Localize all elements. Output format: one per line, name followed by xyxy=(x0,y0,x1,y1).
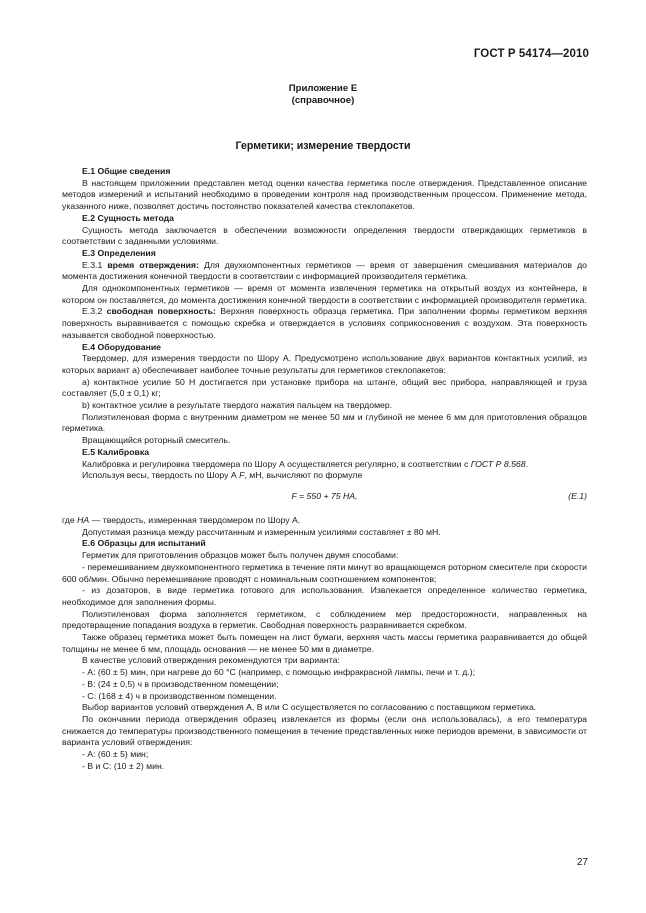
list-item: - А: (60 ± 5) мин, при нагреве до 60 °С (например, с помощью инфракрасной лампы, печи и т. д.); xyxy=(82,667,476,678)
definition-e3-2 xyxy=(62,306,587,341)
list-item: b) контактное усилие в результате твердого нажатия пальцем на твердомер. xyxy=(82,400,393,411)
annex-title: Приложение Е xyxy=(288,83,358,94)
paragraph: Вращающийся роторный смеситель. xyxy=(82,435,231,446)
list-item: а) контактное усилие 50 Н достигается при установке прибора на штанге, общий вес прибора, направляющей и груза составляет (5,0 ± 0,1) кг; xyxy=(62,376,587,399)
document-title: Герметики; измерение твердости xyxy=(235,140,411,152)
text-run: где xyxy=(62,514,75,525)
section-heading-e2: Е.2 Сущность метода xyxy=(82,212,174,223)
definition-text: Верхняя поверхность образца герметика. При заполнении формы герметиком верхняя поверхность выравнивается с помощью скребка и отверждается в условиях соприкосновения с воздухом. Эта поверхность называется свободной поверхностью. xyxy=(62,306,587,340)
list-item: - перемешиванием двухкомпонентного герметика в течение пяти минут во вращающемся роторном смесителе при скорости 600 об/мин. Обычно перемешивание проводят с номинальным соотношением компонентов; xyxy=(62,561,587,584)
section-heading-e5: Е.5 Калибровка xyxy=(82,446,150,457)
variable: HA xyxy=(77,514,90,525)
page-number: 27 xyxy=(576,857,588,868)
standard-code: ГОСТ Р 54174—2010 xyxy=(473,48,589,60)
paragraph: Герметик для приготовления образцов может быть получен двумя способами: xyxy=(82,550,399,561)
list-item: - В и С: (10 ± 2) мин. xyxy=(82,760,165,771)
paragraph: Также образец герметика может быть помещен на лист бумаги, верхняя часть массы герметика разравнивается до общей толщины не менее 6 мм, площадь основания — не менее 50 мм в диаметре. xyxy=(62,632,587,654)
definition-text: Для двухкомпонентных герметиков — время от завершения смешивания материалов до момента достижения конечной твердости в соответствии с информацией производителя герметика. xyxy=(62,259,587,282)
paragraph: Допустимая разница между рассчитанным и измеренным усилиями составляет ± 80 мН. xyxy=(82,526,441,537)
text-run: — твердость, измеренная твердомером по Шору А. xyxy=(91,514,301,525)
variable: F xyxy=(239,470,245,481)
formula-number: (Е.1) xyxy=(568,490,587,501)
paragraph: Выбор вариантов условий отверждения А, В или С осуществляется по согласованию с поставщиком герметика. xyxy=(82,702,537,713)
definition-term: время отверждения: xyxy=(107,259,199,270)
text-run: Калибровка и регулировка твердомера по Шору А осуществляется регулярно, в соответствии с xyxy=(82,458,469,469)
definition-e3-1 xyxy=(62,260,587,283)
standard-reference: ГОСТ Р 8.568 xyxy=(470,458,526,469)
section-heading-e3: Е.3 Определения xyxy=(82,247,156,258)
formula-block xyxy=(62,488,587,511)
paragraph: Полиэтиленовая форма с внутренним диаметром не менее 50 мм и глубиной не менее 6 мм для приготовления образцов герметика. xyxy=(62,411,587,434)
list-item: - В: (24 ± 0,5) ч в производственном помещении; xyxy=(82,678,279,689)
paragraph: Для однокомпонентных герметиков — время от момента извлечения герметика на открытый воздух из контейнера, в котором он поставляется, до момента достижения конечной твердости в соответствии с информацией производителя герметика. xyxy=(62,283,587,305)
annex-label xyxy=(0,83,646,107)
paragraph: В настоящем приложении представлен метод оценки качества герметика после отверждения. Представленное описание методов измерений и испытаний необходимо в проведении контроля над производственным процессом. Применение метода, указанного ниже, позволяет достичь постоянство показателей качества стеклопакетов. xyxy=(62,177,587,212)
definition-number: Е.3.1 xyxy=(82,259,103,270)
text-run: , мН, вычисляют по формуле xyxy=(244,470,363,481)
annex-type: (справочное) xyxy=(291,95,355,106)
paragraph: В качестве условий отверждения рекомендуются три варианта: xyxy=(82,655,340,666)
paragraph xyxy=(62,459,587,471)
definition-number: Е.3.2 xyxy=(82,306,103,317)
paragraph: Сущность метода заключается в обеспечении возможности определения твердости отверждающих герметиков в соответствии с заданными условиями. xyxy=(62,224,587,247)
list-item: - А: (60 ± 5) мин; xyxy=(82,749,149,760)
formula: F = 550 + 75 HA, xyxy=(291,490,358,501)
formula-explanation xyxy=(62,515,587,527)
paragraph: Полиэтиленовая форма заполняется герметиком, с соблюдением мер предосторожности, направленных на предотвращение попадания воздуха в герметик. Свободная поверхность разравнивается скребком. xyxy=(62,608,587,631)
paragraph: По окончании периода отверждения образец извлекается из формы (если она использовалась), а его температура снижается до температуры производственного помещения в течение представленных ниже периодов времени, в зависимости от варианта условий отверждения: xyxy=(62,713,587,748)
section-heading-e4: Е.4 Оборудование xyxy=(82,341,161,352)
document-body xyxy=(62,166,587,772)
section-heading-e6: Е.6 Образцы для испытаний xyxy=(82,538,206,549)
text-run: . xyxy=(525,458,528,469)
paragraph: Твердомер, для измерения твердости по Шору А. Предусмотрено использование двух вариантов контактных усилий, из которых вариант а) обеспечивает наиболее точные результаты для герметиков стеклопакетов: xyxy=(62,353,587,375)
list-item: - С: (168 ± 4) ч в производственном помещении. xyxy=(82,690,277,701)
list-item: - из дозаторов, в виде герметика готового для использования. Извлекается определенное количество герметика, необходимое для заполнения формы. xyxy=(62,585,587,607)
text-run: Используя весы, твердость по Шору А xyxy=(82,470,237,481)
section-heading-e1: Е.1 Общие сведения xyxy=(82,166,171,176)
definition-term: свободная поверхность: xyxy=(106,306,216,317)
paragraph xyxy=(62,470,587,482)
